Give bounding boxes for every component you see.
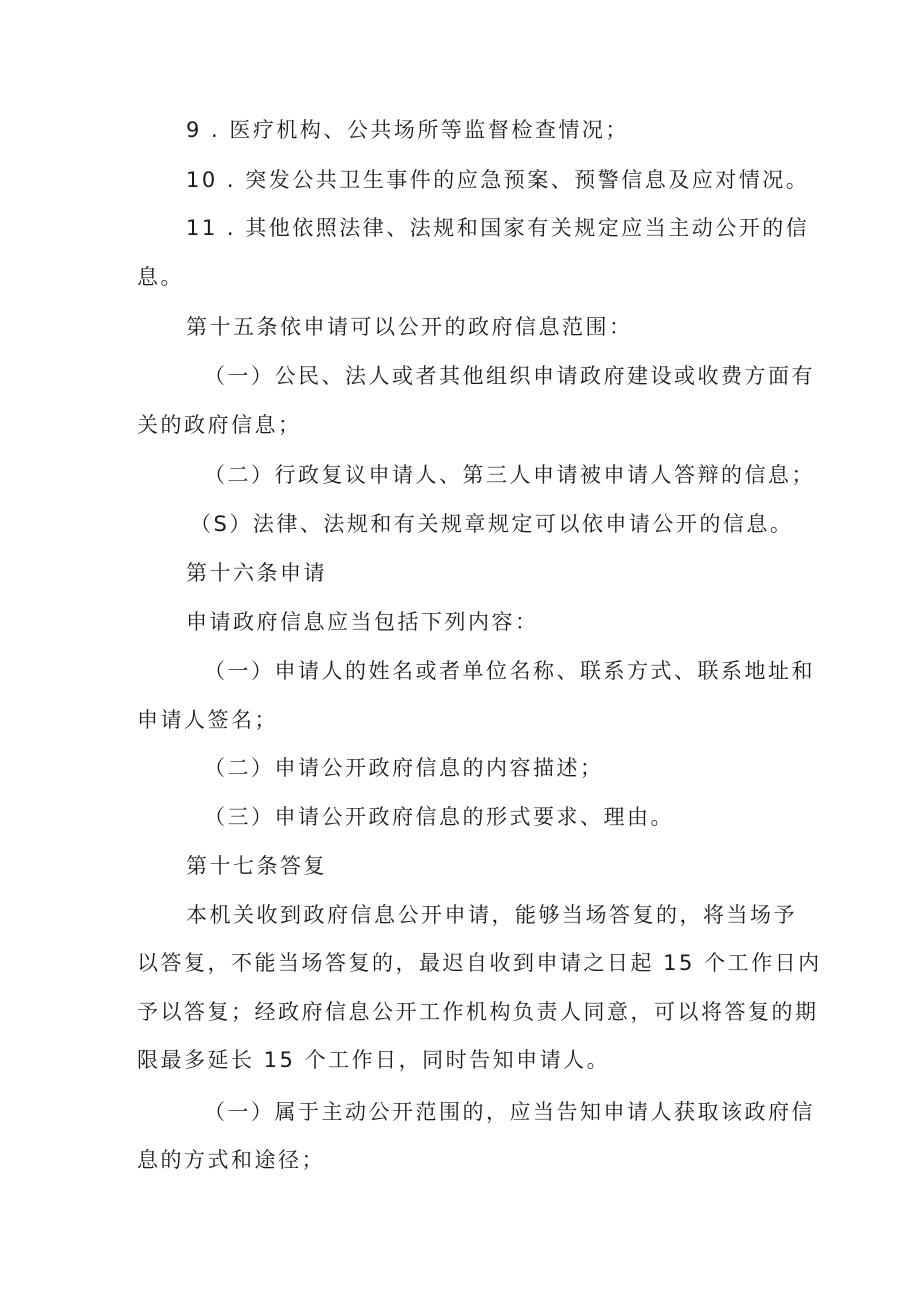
text-line: （二）行政复议申请人、第三人申请被申请人答辩的信息； (204, 463, 815, 487)
text-line: （三）申请公开政府信息的形式要求、理由。 (204, 805, 674, 829)
text-line: 以答复，不能当场答复的，最迟自收到申请之日起 15 个工作日内 (137, 951, 822, 975)
text-line: 申请政府信息应当包括下列内容： (186, 610, 539, 634)
text-line: 息的方式和途径； (137, 1148, 325, 1172)
text-line: 关的政府信息； (137, 413, 302, 437)
text-line: （S）法律、法规和有关规章规定可以依申请公开的信息。 (190, 512, 794, 536)
text-line: 予以答复；经政府信息公开工作机构负责人同意，可以将答复的期 (137, 1000, 819, 1024)
text-line: 息。 (137, 265, 184, 289)
text-line: 申请人签名； (137, 708, 278, 732)
text-line: 9 . 医疗机构、公共场所等监督检查情况； (186, 118, 629, 142)
text-line: 10 . 突发公共卫生事件的应急预案、预警信息及应对情况。 (186, 168, 810, 192)
text-line: （二）申请公开政府信息的内容描述； (204, 756, 604, 780)
text-line: （一）公民、法人或者其他组织申请政府建设或收费方面有 (204, 364, 815, 388)
text-line: 限最多延长 15 个工作日，同时告知申请人。 (137, 1048, 611, 1072)
section-heading: 第十七条答复 (186, 854, 327, 878)
text-line: 本机关收到政府信息公开申请，能够当场答复的，将当场予 (186, 903, 797, 927)
text-line: （一）申请人的姓名或者单位名称、联系方式、联系地址和 (204, 659, 815, 683)
section-heading: 第十五条依申请可以公开的政府信息范围： (186, 315, 633, 339)
text-line: 11 . 其他依照法律、法规和国家有关规定应当主动公开的信 (186, 216, 810, 240)
section-heading: 第十六条申请 (186, 561, 327, 585)
text-line: （一）属于主动公开范围的，应当告知申请人获取该政府信 (204, 1100, 815, 1124)
